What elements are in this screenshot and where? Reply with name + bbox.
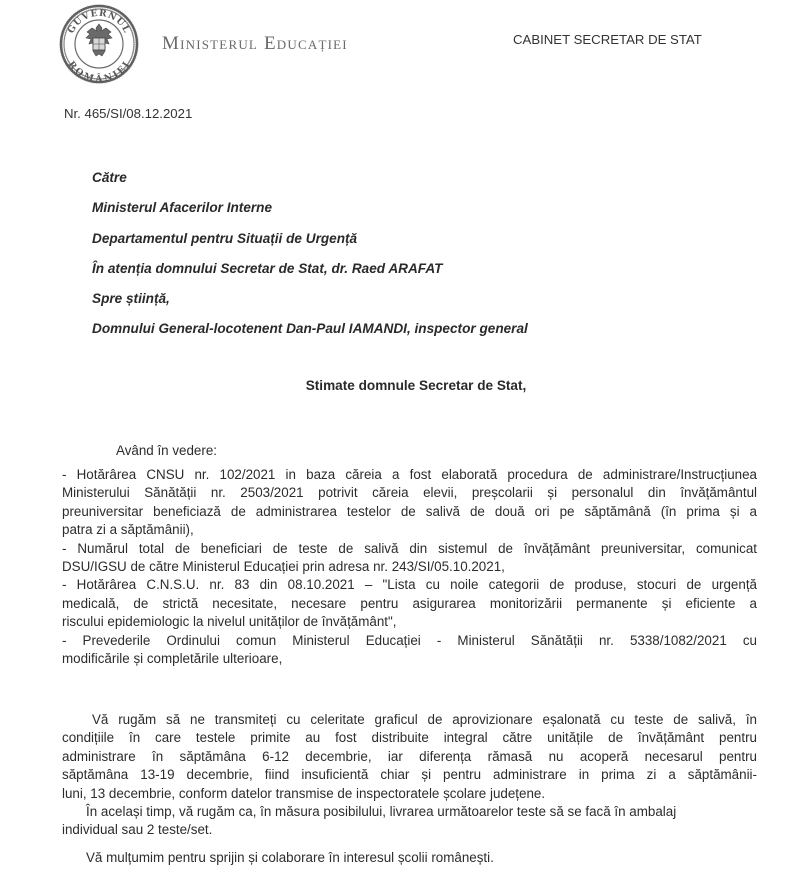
salutation: Stimate domnule Secretar de Stat, (305, 378, 527, 393)
intro-text: Având în vedere: (116, 443, 217, 458)
consideration-4-line-2: modificările și completările ulterioare, (62, 650, 283, 666)
intro-paragraph (62, 442, 757, 460)
addressee-cc-label: Spre știință, (92, 291, 170, 306)
ministry-name: Ministerul Educației (162, 33, 348, 54)
consideration-3-line-2: medicală, de strictă necesitate, necesare pentru asigurarea monitorizării permanente și eficiente a (62, 595, 757, 611)
request-line-3: administrare în săptămâna 6-12 decembrie, iar diferența rămasă nu acoperă necesarul pentru (62, 748, 757, 764)
svg-text:ROMÂNIEI: ROMÂNIEI (65, 59, 133, 84)
addressee-cc: Domnului General-locotenent Dan-Paul IAMANDI, inspector general (92, 321, 528, 336)
considerations-list (62, 466, 757, 668)
consideration-2-line-1: - Numărul total de beneficiari de teste de salivă din sistemul de învățământ preuniversitar, comunicat (62, 540, 757, 556)
packaging-line-1: În același timp, vă rugăm ca, în măsura posibilului, livrarea următoarelor teste să se facă în ambalaj (86, 804, 677, 819)
consideration-4-line-1: - Prevederile Ordinului comun Ministerul Educației - Ministerul Sănătății nr. 5338/1082/2021 cu (62, 632, 757, 648)
request-line-4: săptămâna 13-19 decembrie, fiind insuficientă chiar și pentru administrare in prima zi a săptămânii- (62, 767, 757, 783)
request-paragraph (62, 711, 757, 803)
request-line-5: luni, 13 decembrie, conform datelor transmise de inspectoratele școlare județene. (62, 785, 546, 801)
svg-text:GUVERNUL: GUVERNUL (66, 8, 132, 36)
consideration-1-line-4: patra zi a săptămânii), (62, 522, 194, 538)
consideration-3-line-1: - Hotărârea C.N.S.U. nr. 83 din 08.10.2021 – "Lista cu noile categorii de produse, stocuri de urgență (62, 577, 757, 593)
registration-number: Nr. 465/SI/08.12.2021 (64, 106, 193, 121)
consideration-3-line-3: riscului epidemiologic la nivelul unităților de învățământ", (62, 614, 397, 630)
packaging-paragraph (62, 803, 757, 840)
consideration-1-line-1: - Hotărârea CNSU nr. 102/2021 in baza căreia a fost elaborată procedura de administrare/Instrucțiunea (62, 467, 757, 482)
addressee-department: Departamentul pentru Situații de Urgență (92, 231, 358, 246)
addressee-attention: În atenția domnului Secretar de Stat, dr. Raed ARAFAT (92, 261, 443, 276)
consideration-2-line-2: DSU/IGSU de către Ministerul Educației prin adresa nr. 243/SI/05.10.2021, (62, 558, 505, 574)
closing-paragraph (62, 849, 757, 867)
government-seal-icon (59, 4, 139, 84)
addressee-to: Către (92, 170, 127, 185)
closing-text: Vă mulțumim pentru sprijin și colaborare în interesul școlii românești. (86, 850, 494, 865)
cabinet-label: CABINET SECRETAR DE STAT (513, 32, 702, 47)
packaging-line-2: individual sau 2 teste/set. (62, 822, 213, 838)
consideration-1-line-2: Ministerului Sănătății nr. 2503/2021 potrivit căreia elevii, preșcolarii și personalul din învățământul (62, 485, 757, 501)
request-line-2: condițiile în care testele primite au fost distribuite integral către unitățile de învățământ pentru (62, 730, 757, 746)
request-line-1: Vă rugăm să ne transmiteți cu celeritate graficul de aprovizionare eșalonată cu teste de salivă, în (92, 712, 757, 727)
addressee-ministry: Ministerul Afacerilor Interne (92, 200, 273, 215)
consideration-1-line-3: preuniversitar beneficiază de administrarea testelor de salivă de două ori pe săptămână (în prima și a (62, 503, 757, 519)
